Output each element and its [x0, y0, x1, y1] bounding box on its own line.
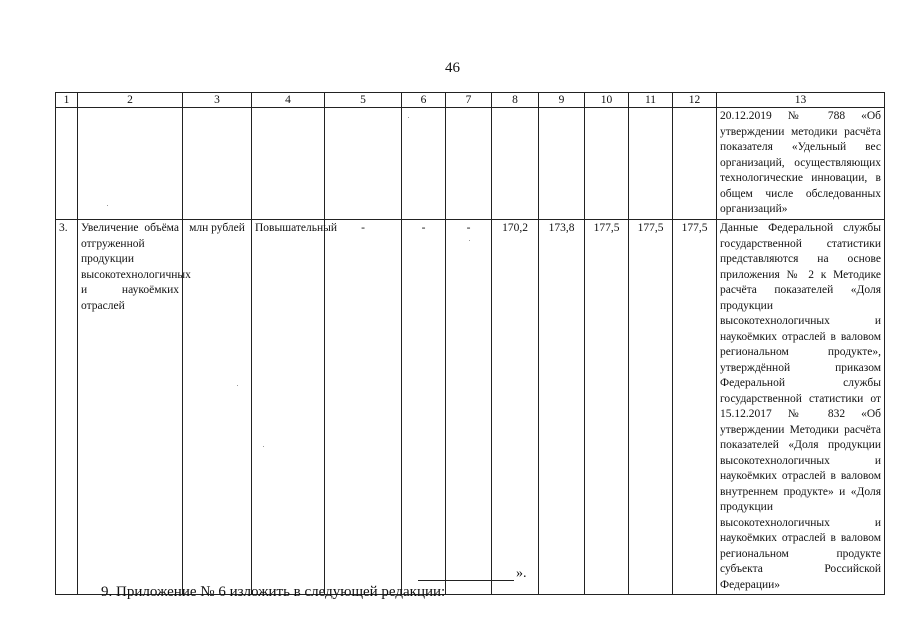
- col-header-11: 11: [629, 93, 673, 108]
- col-header-12: 12: [673, 93, 717, 108]
- col-header-2: 2: [78, 93, 183, 108]
- cell-unit: млн рублей: [183, 220, 252, 595]
- scan-speck: [237, 385, 238, 386]
- cell-value-7: -: [446, 220, 492, 595]
- cell-value-10: 177,5: [585, 220, 629, 595]
- cell-value-12: 177,5: [673, 220, 717, 595]
- closing-quote-mark: ».: [516, 566, 527, 581]
- cell-empty: [492, 108, 539, 220]
- cell-data-source: Данные Федеральной службы государственной статистики представляются на основе приложения № 2 к Методике расчёта показателей «Доля продукции высокотехнологичных и наукоёмких отраслей в валовом региональном продукте», утверждённой приказом Федеральной службы государственной статистики от 15.12.2017 № 832 «Об утверждении Методики расчёта показателей «Доля продукции высокотехнологичных и наукоёмких отраслей в валовом внутреннем продукте» и «Доля продукции высокотехнологичных и наукоёмких отраслей в валовом региональном продукте субъекта Российской Федерации»: [717, 220, 885, 595]
- cell-empty: [539, 108, 585, 220]
- cell-value-6: -: [402, 220, 446, 595]
- indicators-table: [55, 92, 885, 595]
- cell-empty: [183, 108, 252, 220]
- scan-speck: [408, 117, 409, 118]
- cell-empty: [673, 108, 717, 220]
- col-header-4: 4: [252, 93, 325, 108]
- cell-value-8: 170,2: [492, 220, 539, 595]
- table-row-continuation: [56, 108, 885, 220]
- col-header-10: 10: [585, 93, 629, 108]
- cell-value-11: 177,5: [629, 220, 673, 595]
- cell-value-5: -: [325, 220, 402, 595]
- cell-empty: [585, 108, 629, 220]
- cell-source-continuation: 20.12.2019 № 788 «Об утверждении методики расчёта показателя «Удельный вес организаций, осуществляющих технологические инновации, в общем числе обследованных организаций»: [717, 108, 885, 220]
- cell-row-number: 3.: [56, 220, 78, 595]
- cell-empty: [629, 108, 673, 220]
- col-header-6: 6: [402, 93, 446, 108]
- cell-empty: [325, 108, 402, 220]
- scan-speck: [469, 240, 470, 241]
- col-header-5: 5: [325, 93, 402, 108]
- cell-empty: [56, 108, 78, 220]
- col-header-3: 3: [183, 93, 252, 108]
- col-header-9: 9: [539, 93, 585, 108]
- col-header-7: 7: [446, 93, 492, 108]
- page-number: 46: [445, 60, 460, 76]
- cell-empty: [402, 108, 446, 220]
- cell-value-9: 173,8: [539, 220, 585, 595]
- col-header-8: 8: [492, 93, 539, 108]
- col-header-13: 13: [717, 93, 885, 108]
- cell-empty: [446, 108, 492, 220]
- scan-speck: [263, 446, 264, 447]
- cell-empty: [252, 108, 325, 220]
- cell-empty: [78, 108, 183, 220]
- closing-underline: [418, 566, 514, 581]
- table-row-3: [56, 220, 885, 595]
- paragraph-9: 9. Приложение № 6 изложить в следующей редакции:: [101, 584, 446, 600]
- cell-indicator-name: Увеличение объёма отгруженной продукции высокотехнологичных и наукоёмких отраслей: [78, 220, 183, 595]
- col-header-1: 1: [56, 93, 78, 108]
- table-header-row: [56, 93, 885, 108]
- cell-indicator-type: Повышательный: [252, 220, 325, 595]
- scan-speck: [107, 205, 108, 206]
